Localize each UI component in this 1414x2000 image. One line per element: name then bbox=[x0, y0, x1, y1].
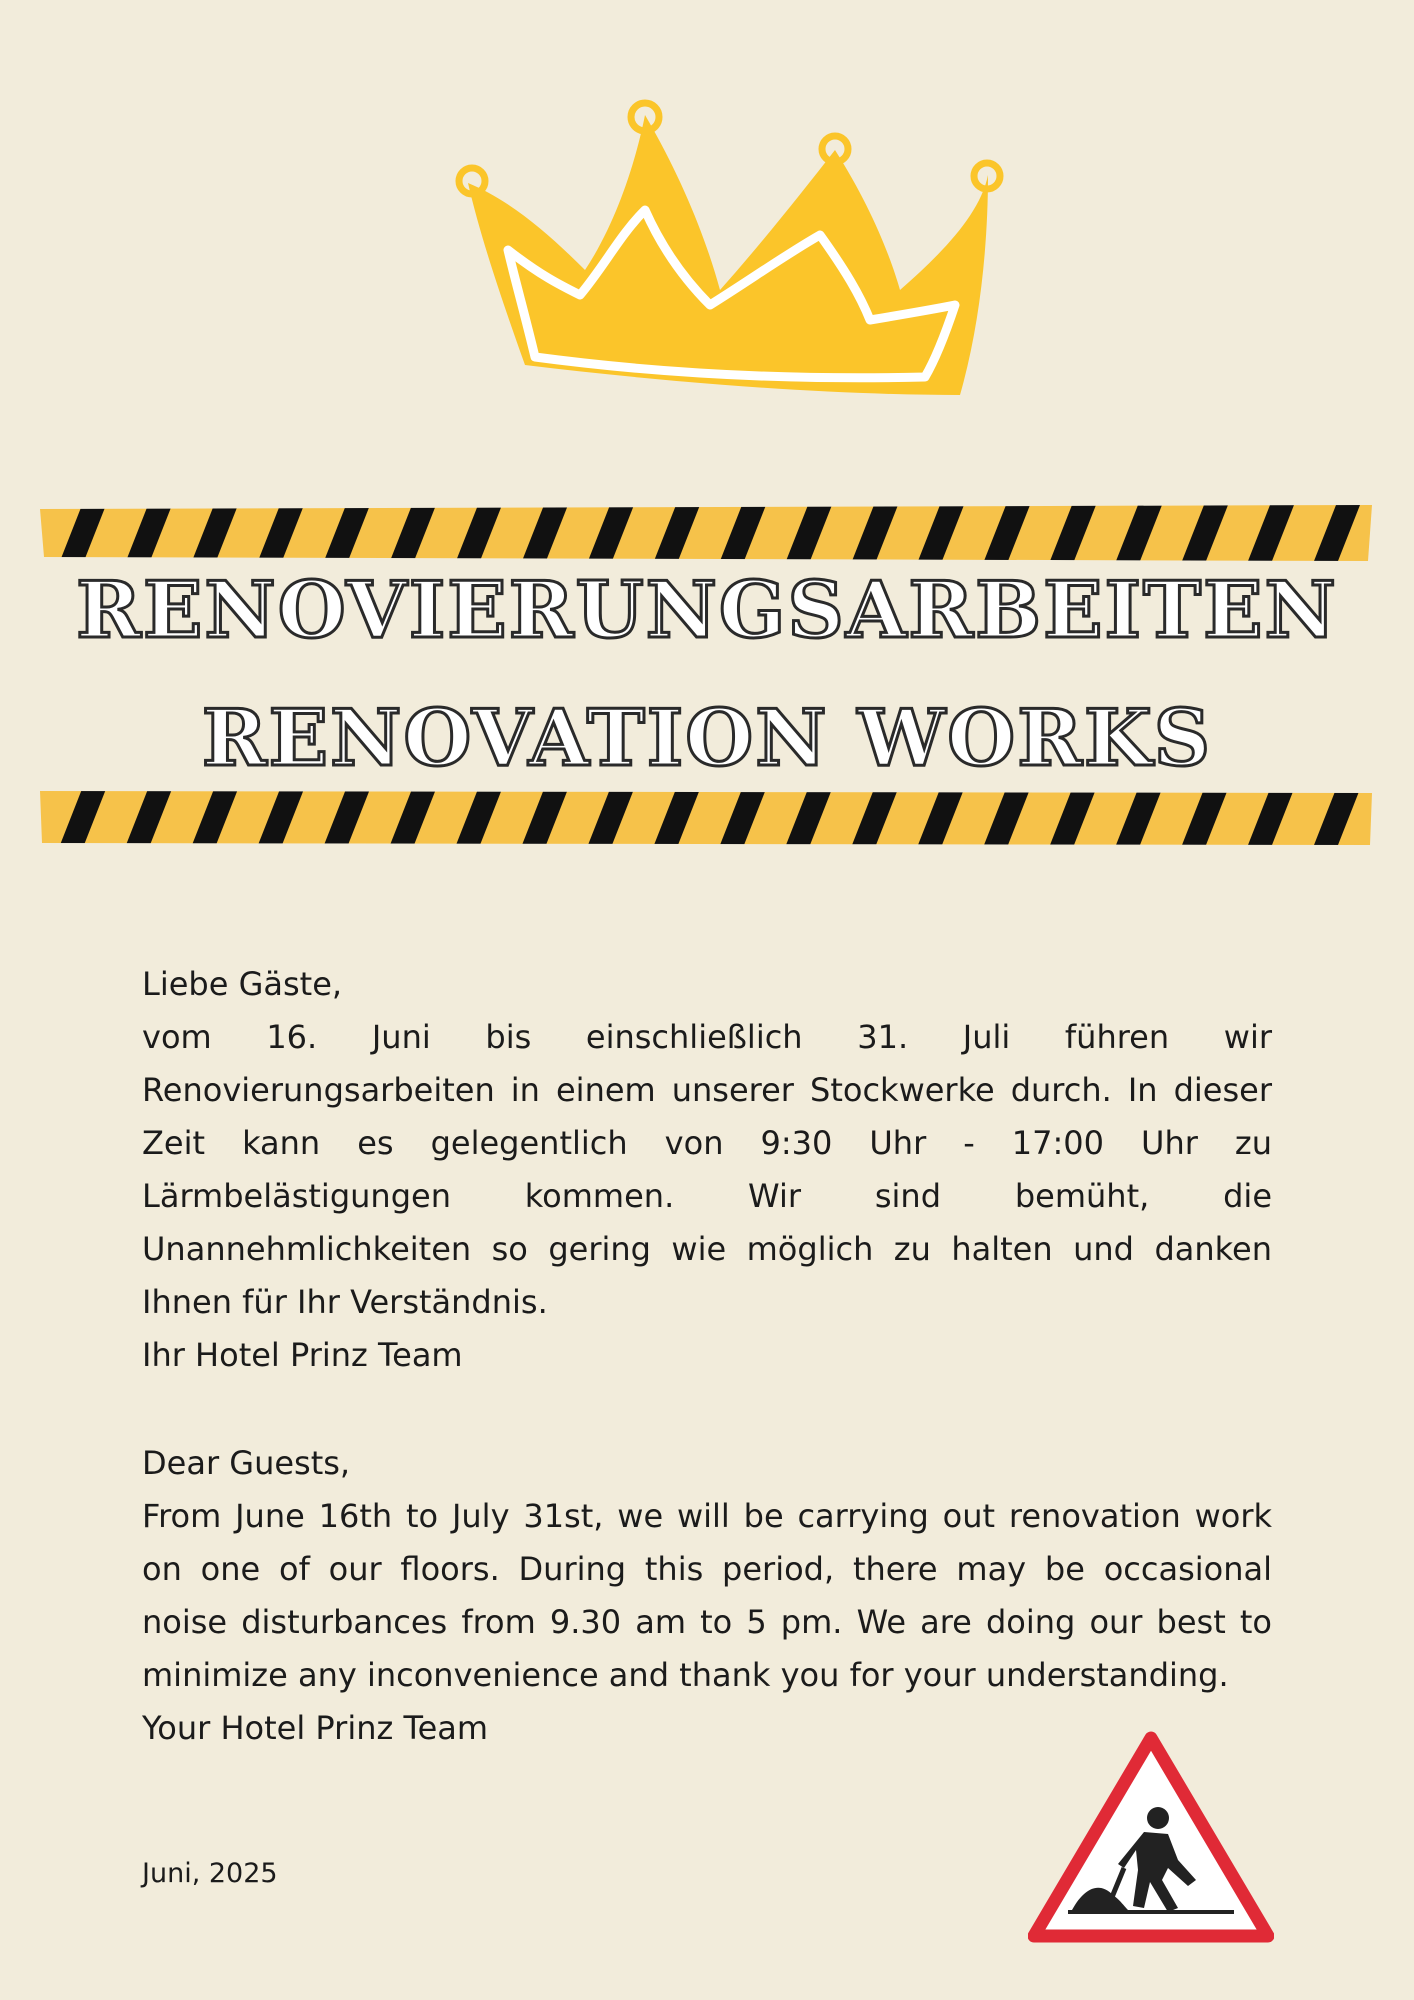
greeting-german: Liebe Gäste, bbox=[142, 965, 343, 1003]
crown-icon bbox=[440, 95, 1020, 415]
letter-german bbox=[142, 958, 1272, 1382]
letter-english bbox=[142, 1437, 1272, 1755]
body-english: From June 16th to July 31st, we will be carrying out renovation work on one of our floors. During this period, there may be occasional noise disturbances from 9.30 am to 5 pm. We are doing our best to minimize any inconvenience and thank you for your understanding. bbox=[142, 1497, 1272, 1694]
signature-german: Ihr Hotel Prinz Team bbox=[142, 1336, 463, 1374]
hazard-stripe-top bbox=[40, 505, 1372, 561]
roadworks-warning-sign-icon bbox=[1028, 1730, 1274, 1946]
signature-english: Your Hotel Prinz Team bbox=[142, 1709, 489, 1747]
body-german: vom 16. Juni bis einschließlich 31. Juli führen wir Renovierungsarbeiten in einem unserer Stockwerke durch. In dieser Zeit kann es gelegentlich von 9:30 Uhr - 17:00 Uhr zu Lärmbelästigungen kommen. Wir sind bemüht, die Unannehmlichkeiten so gering wie möglich zu halten und danken Ihnen für Ihr Verständnis. bbox=[142, 1018, 1272, 1321]
greeting-english: Dear Guests, bbox=[142, 1444, 351, 1482]
headline-english: RENOVATION WORKS bbox=[201, 693, 1213, 784]
notice-date: Juni, 2025 bbox=[142, 1858, 278, 1889]
hazard-stripe-bottom bbox=[40, 789, 1372, 845]
headline-german: RENOVIERUNGSARBEITEN bbox=[76, 565, 1338, 656]
